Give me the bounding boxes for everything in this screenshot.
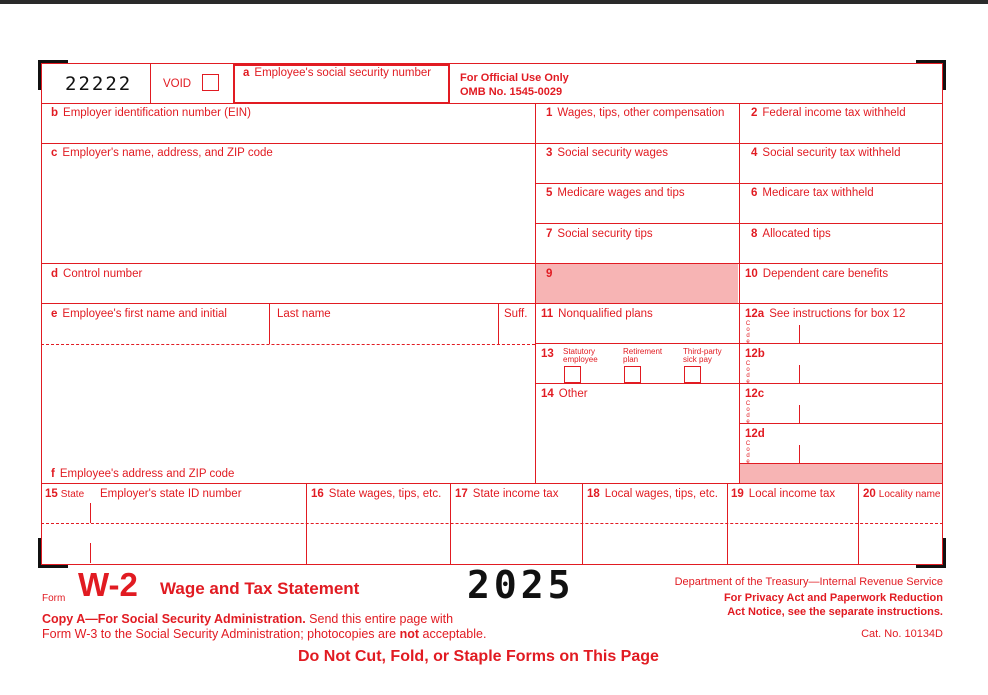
box-b-label[interactable] (51, 107, 251, 120)
box-12c-number[interactable]: 12c (745, 388, 765, 400)
box-e-label[interactable] (51, 308, 227, 321)
box-6-label[interactable] (751, 187, 874, 200)
box-4-label[interactable] (751, 147, 900, 160)
box-3-text: Social security wages (557, 147, 668, 159)
box-14-label[interactable] (541, 388, 588, 401)
third-party-sick-pay-checkbox[interactable] (684, 366, 701, 383)
box-e-letter: e (51, 308, 58, 320)
box-10-text: Dependent care benefits (762, 268, 889, 280)
box-7-number: 7 (546, 228, 553, 240)
box-20-number: 20 (863, 488, 876, 500)
box-3-label[interactable] (546, 147, 668, 160)
box-12a-number: 12a (745, 308, 765, 320)
box-18-number: 18 (587, 488, 600, 500)
copy-line2-a: Form W-3 to the Social Security Administration; photocopies are (42, 627, 400, 641)
treasury-department: Department of the Treasury—Internal Revenue Service (674, 576, 943, 588)
third-party-sick-pay-label (683, 348, 722, 364)
box-1-text: Wages, tips, other compensation (557, 107, 725, 119)
form-control-code: 22222 (65, 73, 133, 95)
box-11-number: 11 (541, 308, 554, 320)
box-d-label[interactable] (51, 268, 142, 281)
statutory-employee-checkbox[interactable] (564, 366, 581, 383)
statutory-line1: Statutory (563, 347, 596, 356)
retirement-line2: plan (623, 355, 639, 364)
box-12b-code-label: Code (745, 361, 751, 385)
box-12a-code-label: Code (745, 321, 751, 345)
box-19-number: 19 (731, 488, 744, 500)
third-party-line2: sick pay (683, 355, 712, 364)
box-16-label[interactable] (311, 488, 441, 501)
box-2-text: Federal income tax withheld (762, 107, 906, 119)
box-20-text: Locality name (878, 489, 941, 500)
copy-a-rest: Send this entire page with (305, 612, 454, 626)
box-c-text: Employer's name, address, and ZIP code (62, 147, 273, 159)
box-f-text: Employee's address and ZIP code (59, 468, 235, 480)
box-11-text: Nonqualified plans (558, 308, 653, 320)
box-1-number: 1 (546, 107, 553, 119)
box-10-number: 10 (745, 268, 758, 280)
box-15-state: State (60, 489, 85, 500)
box-12b-number[interactable]: 12b (745, 348, 765, 360)
employer-state-id-label[interactable]: Employer's state ID number (100, 488, 242, 500)
box-15-label[interactable] (45, 488, 84, 501)
tax-year: 2025 (467, 563, 575, 607)
box-2-label[interactable] (751, 107, 906, 120)
box-12a-label[interactable] (745, 308, 905, 321)
box-d-text: Control number (63, 268, 143, 280)
box-2-number: 2 (751, 107, 758, 119)
box-14-text: Other (558, 388, 588, 400)
void-checkbox[interactable] (202, 74, 219, 91)
box-7-label[interactable] (546, 228, 653, 241)
copy-a-line2 (42, 627, 486, 641)
box-12d-number[interactable]: 12d (745, 428, 765, 440)
box-b-letter: b (51, 107, 59, 119)
copy-line2-not: not (399, 627, 420, 641)
box-a-letter: a (243, 67, 250, 79)
do-not-cut-warning: Do Not Cut, Fold, or Staple Forms on This Page (298, 648, 659, 665)
retirement-plan-checkbox[interactable] (624, 366, 641, 383)
retirement-line1: Retirement (623, 347, 663, 356)
box-6-text: Medicare tax withheld (762, 187, 874, 199)
box-7-text: Social security tips (557, 228, 653, 240)
box-13-number: 13 (541, 348, 554, 360)
top-border-bar (0, 0, 988, 4)
box-5-label[interactable] (546, 187, 685, 200)
privacy-notice-line2: Act Notice, see the separate instructions. (727, 606, 943, 618)
box-17-text: State income tax (472, 488, 559, 500)
copy-a-bold: Copy A—For Social Security Administration. (42, 612, 306, 626)
copy-a-line1 (42, 612, 453, 626)
catalog-number: Cat. No. 10134D (861, 628, 943, 640)
box-3-number: 3 (546, 147, 553, 159)
box-19-label[interactable] (731, 488, 835, 501)
box-1-label[interactable] (546, 107, 724, 120)
box-12d-code-label: Code (745, 441, 751, 465)
box-17-label[interactable] (455, 488, 558, 501)
box-e-text: Employee's first name and initial (62, 308, 227, 320)
box-15-number: 15 (45, 488, 58, 500)
box-19-text: Local income tax (748, 488, 836, 500)
suffix-label[interactable]: Suff. (504, 308, 528, 320)
box-11-label[interactable] (541, 308, 653, 321)
box-9-number: 9 (546, 268, 553, 280)
box-b-text: Employer identification number (EIN) (63, 107, 251, 119)
box-16-number: 16 (311, 488, 324, 500)
statutory-employee-label (563, 348, 598, 364)
box-4-text: Social security tax withheld (762, 147, 901, 159)
box-8-number: 8 (751, 228, 758, 240)
box-12a-text: See instructions for box 12 (769, 308, 906, 320)
third-party-line1: Third-party (683, 347, 722, 356)
box-18-text: Local wages, tips, etc. (604, 488, 718, 500)
box-9-shade (535, 264, 738, 304)
box-8-text: Allocated tips (762, 228, 831, 240)
box-d-letter: d (51, 268, 59, 280)
box-6-number: 6 (751, 187, 758, 199)
box-a-label (243, 67, 431, 80)
form-word: Form (42, 593, 66, 604)
privacy-notice-line1: For Privacy Act and Paperwork Reduction (723, 592, 943, 604)
copy-line2-b: acceptable. (419, 627, 487, 641)
box-17-number: 17 (455, 488, 468, 500)
box-c-label[interactable] (51, 147, 273, 160)
retirement-plan-label (623, 348, 662, 364)
box-12c-code-label: Code (745, 401, 751, 425)
box-f-letter: f (51, 468, 55, 480)
box-14-number: 14 (541, 388, 554, 400)
box-4-number: 4 (751, 147, 758, 159)
official-use-text: For Official Use Only (460, 72, 569, 84)
void-label: VOID (163, 78, 192, 90)
box-a-text: Employee's social security number (254, 67, 432, 79)
box-c-letter: c (51, 147, 58, 159)
form-name-w2: W-2 (78, 566, 138, 603)
box-10-label[interactable] (745, 268, 888, 281)
form-statement-title: Wage and Tax Statement (160, 579, 360, 598)
box-12-bottom-shade (739, 464, 942, 484)
box-20-label[interactable] (863, 488, 941, 501)
omb-number: OMB No. 1545-0029 (460, 86, 563, 98)
statutory-line2: employee (563, 355, 598, 364)
box-16-text: State wages, tips, etc. (328, 488, 442, 500)
box-8-label[interactable] (751, 228, 831, 241)
last-name-label[interactable]: Last name (277, 308, 331, 320)
box-5-number: 5 (546, 187, 553, 199)
box-18-label[interactable] (587, 488, 718, 501)
box-f-label[interactable] (51, 468, 234, 481)
box-5-text: Medicare wages and tips (557, 187, 685, 199)
